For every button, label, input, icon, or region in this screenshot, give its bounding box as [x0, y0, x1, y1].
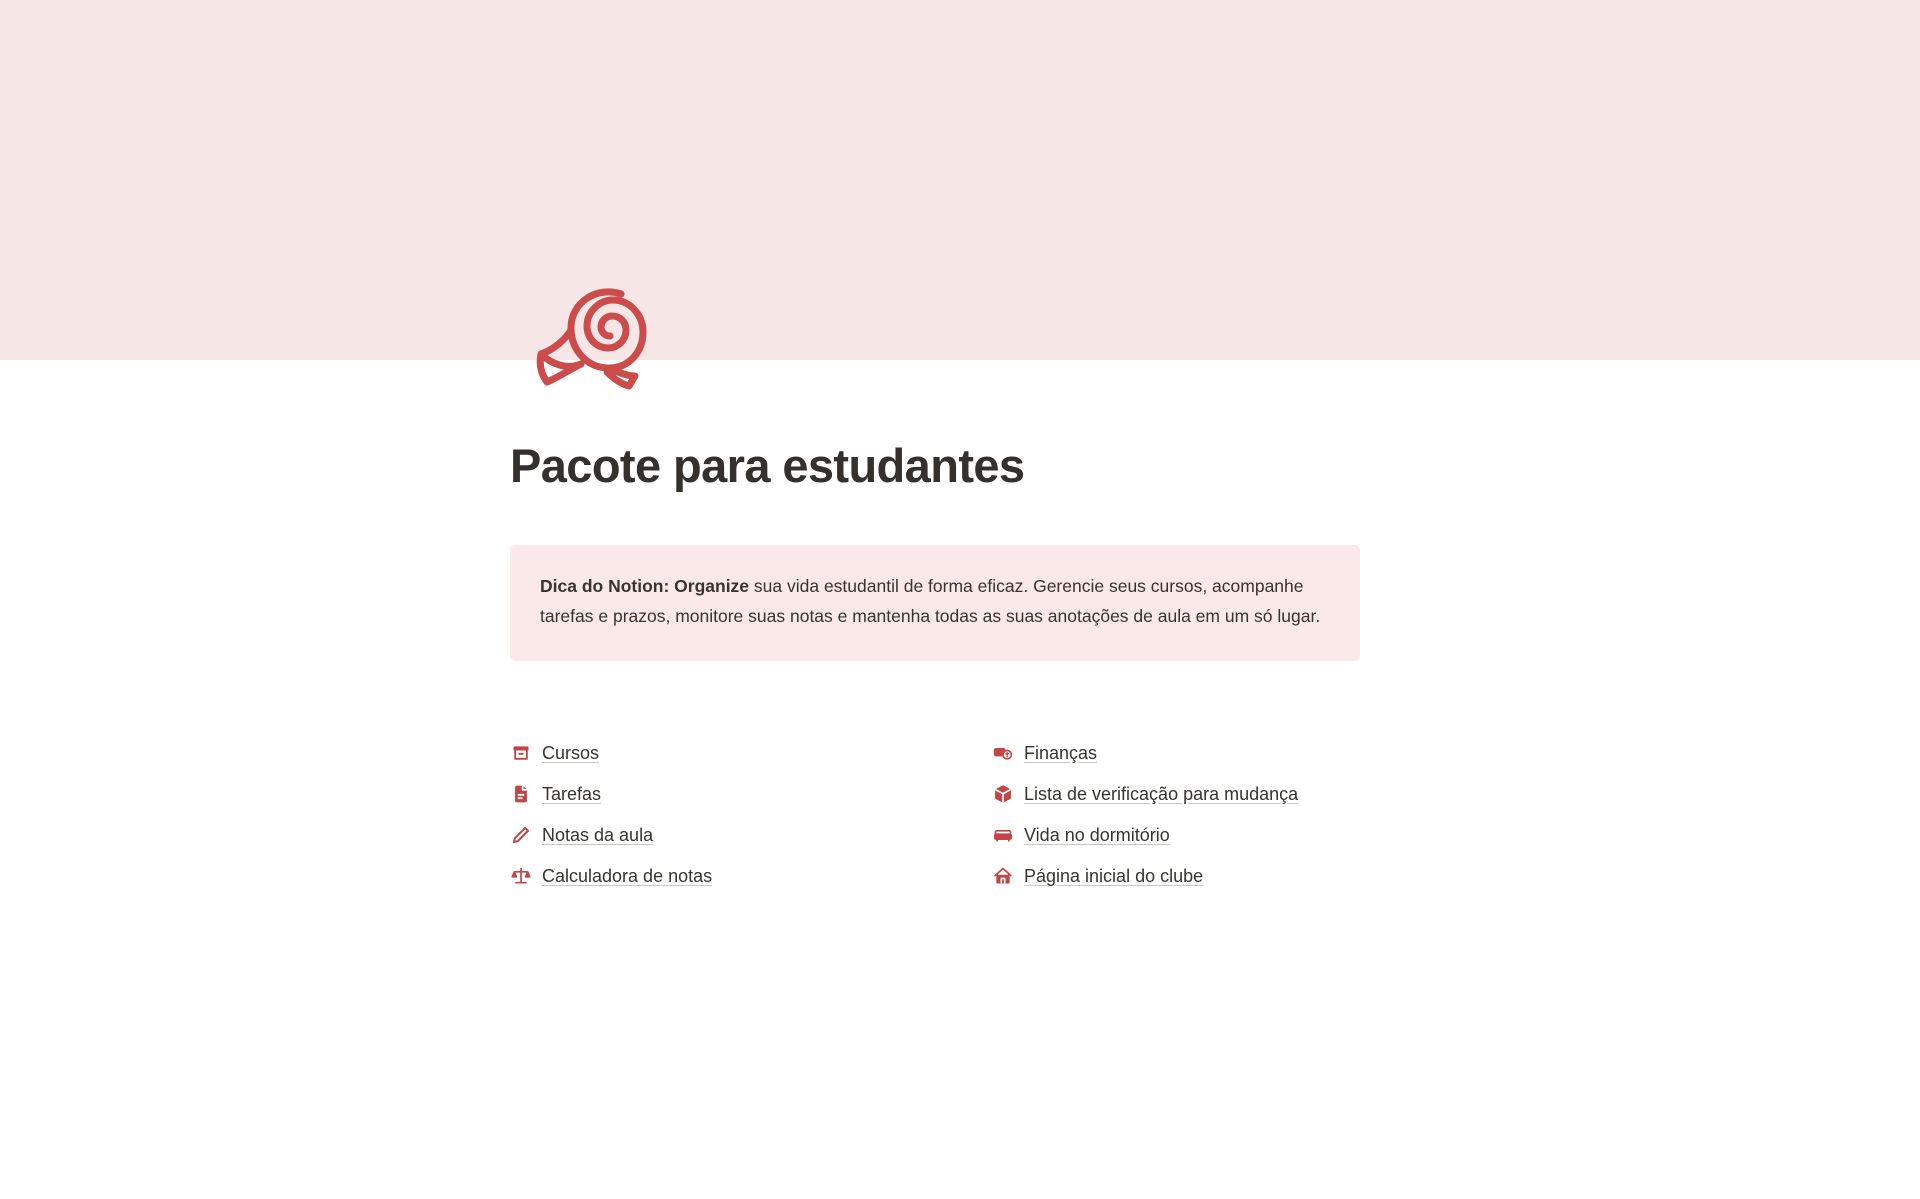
link-column-left: [510, 733, 992, 897]
list-item-label[interactable]: Página inicial do clube: [1024, 865, 1204, 886]
document-icon: [510, 783, 532, 805]
page-cover: [0, 0, 1920, 360]
page-content: [510, 440, 1420, 897]
list-item-label[interactable]: Lista de verificação para mudança: [1024, 783, 1299, 804]
page-title: Pacote para estudantes: [510, 439, 1025, 492]
link-columns: [510, 733, 1410, 897]
callout-body: sua vida estudantil de forma eficaz. Gerencie seus cursos, acompanhe tarefas e prazos, monitore suas notas e mantenha todas as suas anotações de aula em um só lugar.: [540, 575, 1321, 626]
list-item[interactable]: [510, 774, 992, 815]
sofa-icon: [992, 824, 1014, 846]
list-item[interactable]: [992, 815, 1410, 856]
list-item-label[interactable]: Notas da aula: [542, 824, 654, 845]
list-item[interactable]: [510, 733, 992, 774]
callout-lead: Dica do Notion: Organize: [540, 575, 750, 596]
pencil-icon: [510, 824, 532, 846]
list-item[interactable]: [992, 856, 1410, 897]
list-item[interactable]: [992, 774, 1410, 815]
list-item-label[interactable]: Vida no dormitório: [1024, 824, 1170, 845]
list-item-label[interactable]: Tarefas: [542, 783, 602, 804]
red-ribbon-scroll-icon[interactable]: [525, 272, 665, 400]
link-column-right: [992, 733, 1410, 897]
list-item-label[interactable]: Finanças: [1024, 742, 1098, 763]
list-item-label[interactable]: Calculadora de notas: [542, 865, 713, 886]
list-item[interactable]: [510, 815, 992, 856]
list-item[interactable]: [510, 856, 992, 897]
scales-icon: [510, 865, 532, 887]
callout-block: [510, 545, 1360, 661]
house-icon: [992, 865, 1014, 887]
list-item-label[interactable]: Cursos: [542, 742, 600, 763]
package-box-icon: [992, 783, 1014, 805]
archive-box-icon: [510, 742, 532, 764]
list-item[interactable]: [992, 733, 1410, 774]
callout-text: [540, 571, 1330, 631]
money-coin-icon: [992, 742, 1014, 764]
